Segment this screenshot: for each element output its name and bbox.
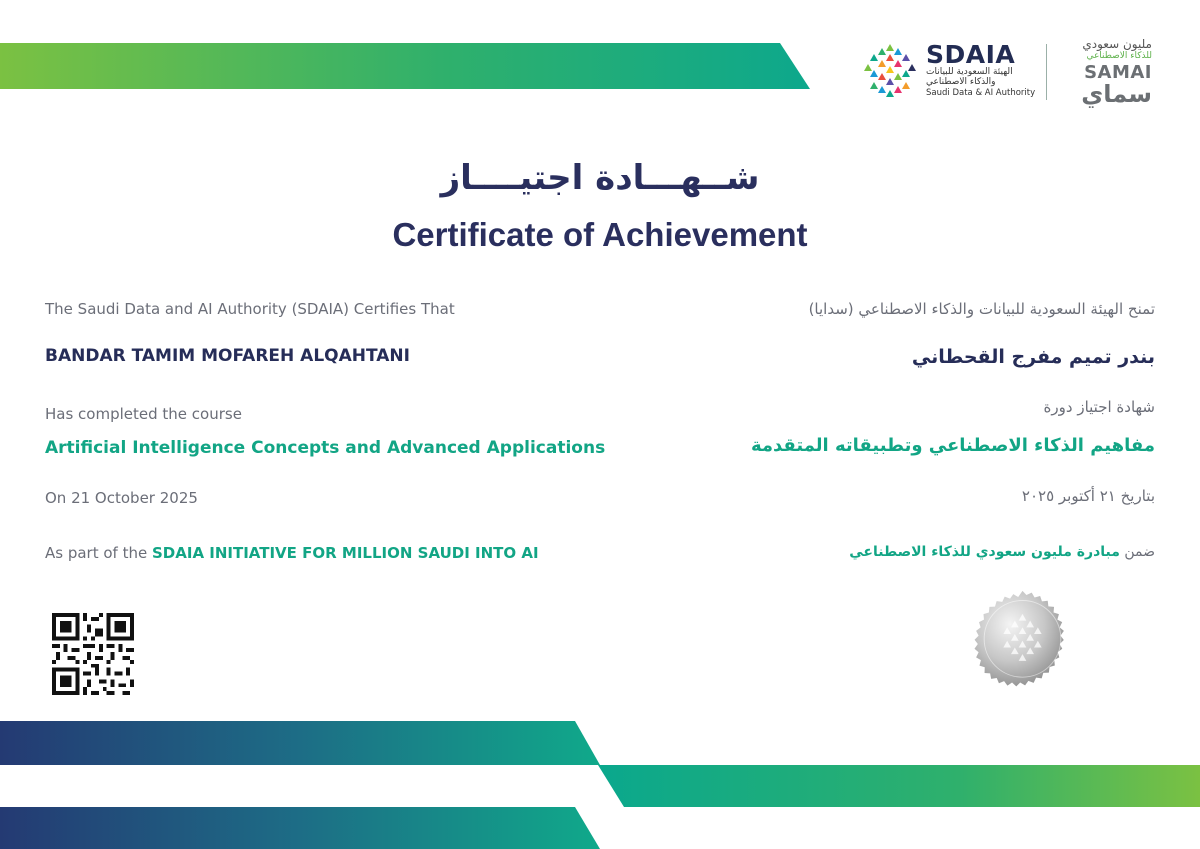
samai-arabic-subtitle: للذكاء الاصطناعي [1086,51,1152,61]
en-initiative-name: SDAIA INITIATIVE FOR MILLION SAUDI INTO AI [152,544,539,562]
ar-certifies-text: تمنح الهيئة السعودية للبيانات والذكاء الاصطناعي (سدايا) [808,300,1155,318]
ar-recipient-name: بندر تميم مفرج القحطاني [911,346,1155,368]
top-green-band [0,43,810,89]
logo-divider [1046,44,1047,100]
certificate-title-arabic: شــهـــادة اجتيــــاز [440,158,760,198]
sdaia-logo-icon [860,40,920,100]
bottom-band-upper [0,721,600,765]
samai-arabic-top: مليون سعودي [1082,37,1152,51]
ar-initiative-name: مبادرة مليون سعودي للذكاء الاصطناعي [849,544,1120,560]
sdaia-arabic-line-1: الهيئة السعودية للبيانات [926,67,1013,77]
sdaia-english-name: Saudi Data & AI Authority [926,88,1036,98]
sdaia-wordmark: SDAIA [926,40,1016,69]
ar-date-line [1022,487,1155,505]
bottom-band-lower [0,807,600,849]
samai-arabic-wordmark: سماي [1081,80,1152,108]
sdaia-arabic-line-2: والذكاء الاصطناعي [926,77,996,87]
ar-completed-text: شهادة اجتياز دورة [1043,398,1155,416]
ar-date-prefix: بتاريخ [1120,487,1155,505]
ar-initiative-prefix: ضمن [1119,544,1155,560]
en-date: On 21 October 2025 [45,489,198,507]
en-initiative-line [45,544,539,562]
ar-date-value: ٢١ أكتوبر ٢٠٢٥ [1021,487,1116,505]
bottom-band-middle [598,765,1200,807]
ar-course-name: مفاهيم الذكاء الاصطناعي وتطبيقاته المتقدمة [750,435,1155,456]
samai-wordmark: SAMAI [1084,62,1152,83]
qr-code-icon[interactable] [52,613,134,695]
certificate-title-english: Certificate of Achievement [392,216,808,253]
en-completed-text: Has completed the course [45,405,242,423]
en-certifies-text: The Saudi Data and AI Authority (SDAIA) Certifies That [45,300,455,318]
silver-seal-icon [965,589,1080,704]
en-course-name: Artificial Intelligence Concepts and Advanced Applications [45,438,606,458]
ar-initiative-line [849,544,1155,560]
en-initiative-prefix: As part of the [45,544,152,562]
en-recipient-name: BANDAR TAMIM MOFAREH ALQAHTANI [45,346,410,366]
